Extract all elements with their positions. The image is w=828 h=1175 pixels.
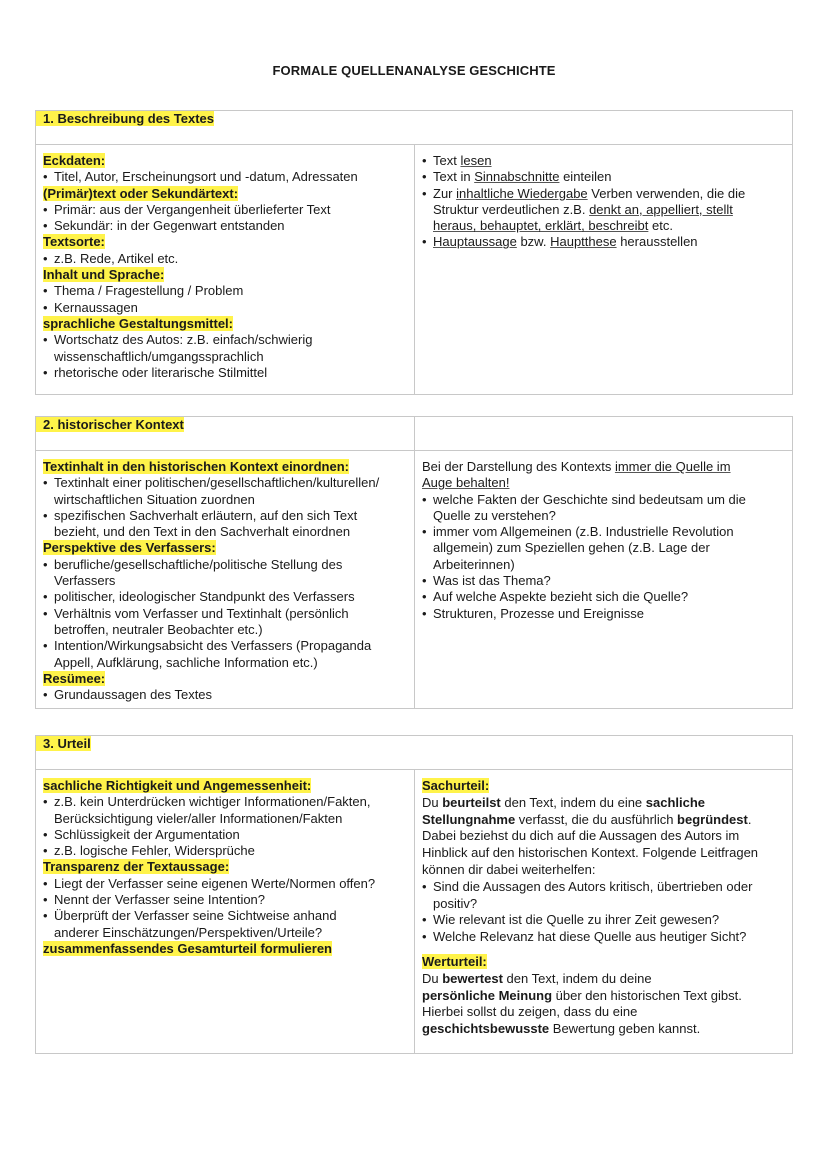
heading-werturteil: Werturteil: (422, 953, 487, 969)
list-item-continued: wissenschaftlich/umgangssprachlich (54, 348, 264, 364)
list-item: • Grundaussagen des Textes (43, 687, 407, 703)
list-item: • Thema / Fragestellung / Problem (43, 283, 407, 299)
list-item-continued: Arbeiterinnen) (433, 556, 515, 572)
text: Du (422, 970, 443, 986)
intro-text (422, 459, 785, 475)
section-urteil (35, 735, 793, 1054)
list-item: • Auf welche Aspekte bezieht sich die Quelle? (422, 589, 785, 605)
underlined-text: inhaltliche Wiedergabe (456, 185, 588, 201)
text: Text (433, 153, 461, 168)
underlined-text: heraus, behauptet, erklärt, beschreibt (433, 218, 649, 234)
list-item: • Titel, Autor, Erscheinungsort und -datum, Adressaten (43, 169, 407, 185)
bold-text: bewertest (442, 970, 503, 986)
right-column (415, 145, 793, 395)
list-item: • Wortschatz des Autos: z.B. einfach/schwierig (43, 332, 407, 348)
text: einteilen (559, 169, 612, 185)
text: den Text, indem du eine (500, 794, 646, 810)
list-item: • z.B. kein Unterdrücken wichtiger Informationen/Fakten, (43, 794, 407, 810)
list-item: • Schlüssigkeit der Argumentation (43, 827, 407, 843)
list-item: • politischer, ideologischer Standpunkt des Verfassers (43, 589, 407, 605)
list-item-continued: betroffen, neutraler Beobachter etc.) (54, 621, 263, 637)
paragraph-line (422, 1021, 785, 1038)
text: herausstellen (616, 234, 698, 250)
list-item-continued: wirtschaftlichen Situation zuordnen (54, 491, 255, 507)
heading-richtigkeit: sachliche Richtigkeit und Angemessenheit: (43, 778, 312, 793)
text: über den historischen Text gibst. (552, 987, 742, 1003)
paragraph-line (422, 795, 785, 812)
list-item: • welche Fakten der Geschichte sind bedeutsam um die (422, 492, 785, 508)
list-item: • spezifischen Sachverhalt erläutern, auf den sich Text (43, 508, 407, 524)
list-item: • berufliche/gesellschaftliche/politische Stellung des (43, 557, 407, 573)
list-item-continued (422, 218, 785, 234)
text: bzw. (516, 234, 551, 250)
list-item (422, 234, 785, 250)
heading-perspektive: Perspektive des Verfassers: (43, 540, 216, 556)
section-header (36, 417, 415, 451)
list-item: • Textinhalt einer politischen/gesellschaftlichen/kulturellen/ (43, 475, 407, 491)
list-item: • immer vom Allgemeinen (z.B. Industrielle Revolution (422, 524, 785, 540)
underlined-text: denkt an, appelliert, stellt (589, 201, 733, 217)
text: verfasst, die du ausführlich (515, 811, 678, 827)
heading-einordnen: Textinhalt in den historischen Kontext einordnen: (43, 459, 350, 474)
underlined-text: lesen (460, 153, 492, 168)
list-item: • Sind die Aussagen des Autors kritisch, übertrieben oder (422, 879, 785, 896)
bold-text: persönliche Meinung (422, 987, 553, 1003)
text: den Text, indem du deine (502, 970, 652, 986)
section-heading: 2. historischer Kontext (36, 417, 184, 432)
heading-transparenz: Transparenz der Textaussage: (43, 859, 230, 875)
list-item: • Primär: aus der Vergangenheit überlieferter Text (43, 202, 407, 218)
list-item: • Strukturen, Prozesse und Ereignisse (422, 606, 785, 622)
underlined-text: immer die Quelle im (614, 459, 731, 474)
heading-eckdaten: Eckdaten: (43, 153, 106, 168)
heading-textsorte: Textsorte: (43, 234, 105, 250)
section-beschreibung (35, 110, 793, 395)
list-item: • z.B. logische Fehler, Widersprüche (43, 843, 407, 859)
paragraph-line: Hinblick auf den historischen Kontext. Folgende Leitfragen (422, 845, 759, 861)
list-item: • Liegt der Verfasser seine eigenen Werte/Normen offen? (43, 876, 407, 892)
heading-gestaltungsmittel: sprachliche Gestaltungsmittel: (43, 315, 233, 331)
text: Bei der Darstellung des Kontexts (422, 459, 615, 474)
right-column (415, 451, 793, 709)
heading-gesamturteil: zusammenfassendes Gesamturteil formulieren (43, 940, 332, 956)
list-item-continued: Berücksichtigung vieler/aller Informationen/Fakten (54, 810, 343, 826)
paragraph-line: Hierbei sollst du zeigen, dass du eine (422, 1004, 638, 1020)
section-header (36, 111, 793, 145)
text: Verben verwenden, die die (587, 185, 746, 201)
page-title: FORMALE QUELLENANALYSE GESCHICHTE (272, 63, 556, 78)
paragraph-line: Dabei beziehst du dich auf die Aussagen des Autors im (422, 828, 740, 844)
list-item: • Sekundär: in der Gegenwart entstanden (43, 218, 407, 234)
text: Struktur verdeutlichen z.B. (433, 201, 590, 217)
text: Bewertung geben kannst. (549, 1021, 701, 1037)
spacer (422, 946, 785, 954)
right-column (415, 770, 793, 1054)
list-item: • rhetorische oder literarische Stilmittel (43, 365, 407, 381)
list-item-continued: anderer Einschätzungen/Perspektiven/Urteile? (54, 924, 323, 940)
section-heading: 1. Beschreibung des Textes (36, 111, 214, 126)
list-item-continued (422, 202, 785, 218)
heading-primaertext: (Primär)text oder Sekundärtext: (43, 185, 239, 201)
list-item-continued: Quelle zu verstehen? (433, 507, 556, 523)
paragraph-line: Stellungnahme verfasst, die du ausführlich begründest. (422, 811, 752, 827)
list-item-continued: allgemein) zum Speziellen gehen (z.B. Lage der (433, 540, 710, 556)
text: Zur (433, 185, 457, 201)
heading-inhalt-sprache: Inhalt und Sprache: (43, 267, 165, 283)
left-column (36, 145, 415, 395)
text: etc. (648, 218, 673, 234)
section-header-empty (415, 417, 793, 451)
list-item-continued: positiv? (433, 895, 478, 911)
text: Text in (433, 169, 475, 185)
left-column (36, 451, 415, 709)
list-item: • Kernaussagen (43, 300, 407, 316)
left-column (36, 770, 415, 1054)
list-item: • Nennt der Verfasser seine Intention? (43, 892, 407, 908)
bold-text: beurteilst (442, 794, 501, 810)
section-header (36, 736, 793, 770)
list-item: • z.B. Rede, Artikel etc. (43, 251, 407, 267)
paragraph-line (422, 971, 785, 988)
paragraph-line: können dir dabei weiterhelfen: (422, 861, 596, 877)
list-item: • Überprüft der Verfasser seine Sichtweise anhand (43, 908, 407, 924)
list-item: • Was ist das Thema? (422, 573, 785, 589)
list-item-continued: Appell, Aufklärung, sachliche Information etc.) (54, 654, 318, 670)
list-item (422, 186, 785, 202)
list-item: • Intention/Wirkungsabsicht des Verfassers (Propaganda (43, 638, 407, 654)
heading-resuemee: Resümee: (43, 670, 106, 686)
bold-text: sachliche (645, 794, 706, 810)
section-heading: 3. Urteil (36, 736, 91, 751)
list-item-continued: Verfassers (54, 573, 116, 589)
list-item: • Welche Relevanz hat diese Quelle aus heutiger Sicht? (422, 929, 785, 946)
bold-text: begründest (677, 811, 748, 827)
bold-text: geschichtsbewusste (422, 1021, 550, 1037)
list-item: • Wie relevant ist die Quelle zu ihrer Zeit gewesen? (422, 912, 785, 929)
underlined-text: Hauptaussage (433, 234, 517, 250)
intro-text-continued (422, 475, 785, 491)
bold-text: Stellungnahme (422, 811, 516, 827)
list-item: • Verhältnis vom Verfasser und Textinhalt (persönlich (43, 606, 407, 622)
underlined-text: Auge behalten! (422, 475, 510, 491)
paragraph-line (422, 988, 785, 1005)
list-item-continued: bezieht, und den Text in den Sachverhalt einordnen (54, 524, 351, 540)
text: Du (422, 794, 443, 810)
underlined-text: Hauptthese (550, 234, 617, 250)
heading-sachurteil: Sachurteil: (422, 778, 490, 793)
underlined-text: Sinnabschnitte (474, 169, 560, 185)
section-kontext (35, 416, 793, 709)
list-item (422, 169, 785, 185)
list-item (422, 153, 785, 169)
